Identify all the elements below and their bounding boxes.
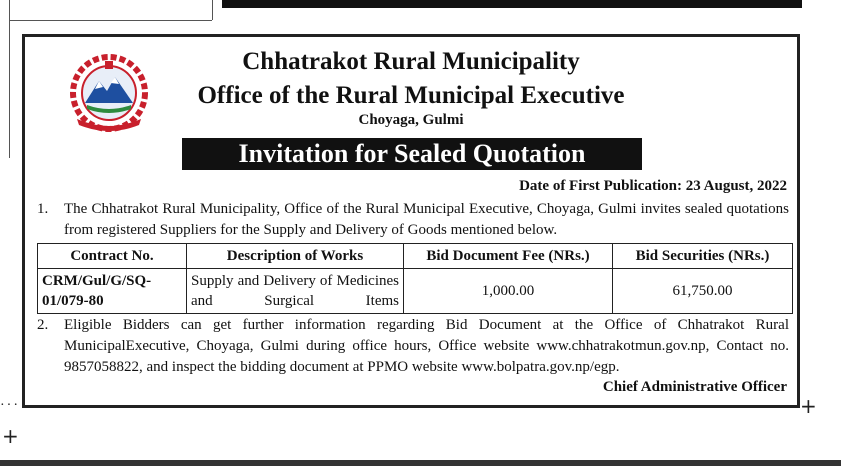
office-name: Chhatrakot Rural Municipality (242, 48, 580, 75)
column-divider (212, 0, 213, 20)
office-subtitle: Office of the Rural Municipal Executive (197, 82, 625, 109)
table-row (38, 269, 793, 314)
office-location: Choyaga, Gulmi (358, 112, 464, 128)
paragraph-number: 2. (37, 317, 49, 333)
header-description: Description of Works (187, 244, 404, 269)
paragraph-text: The Chhatrakot Rural Municipality, Office of the Rural Municipal Executive, Choyaga, Gulmi invites sealed quotations from registered Suppliers for the Supply and Delivery of Goods mentioned below. (64, 201, 789, 238)
table-header-row (38, 244, 793, 269)
quotation-notice (22, 34, 800, 408)
column-divider (9, 0, 10, 158)
header-bid-fee: Bid Document Fee (NRs.) (404, 244, 613, 269)
bid-security-value: 61,750.00 (613, 269, 793, 314)
crop-mark-icon: + (2, 424, 19, 448)
paragraph-number: 1. (37, 201, 49, 217)
bid-fee-value: 1,000.00 (404, 269, 613, 314)
bid-table (37, 243, 793, 314)
header-contract-no: Contract No. (38, 244, 187, 269)
crop-mark-icon: + (800, 394, 817, 418)
signatory-title: Chief Administrative Officer (602, 379, 787, 395)
work-description: Supply and Delivery of Medicines and Surgical Items (187, 269, 404, 314)
paragraph-text: Eligible Bidders can get further information regarding Bid Document at the Office of Chhatrakot Rural MunicipalExecutive, Choyaga, Gulmi during office hours, Office website www.chhatrakotmun.gov.np, Contact no. 9857058822, and inspect the bidding document at PPMO website www.bolpatra.gov.np/egp. (64, 317, 789, 375)
dotted-divider: ··· (0, 398, 20, 413)
notice-title: Invitation for Sealed Quotation (182, 138, 642, 170)
adjacent-notice-strip (222, 0, 802, 8)
column-divider (10, 20, 212, 21)
paragraph-2 (37, 315, 789, 378)
page-bottom-rule (0, 460, 841, 466)
publication-date: Date of First Publication: 23 August, 2022 (519, 178, 787, 194)
paragraph-1 (37, 199, 789, 241)
header-bid-security: Bid Securities (NRs.) (613, 244, 793, 269)
contract-number: CRM/Gul/G/SQ-01/079-80 (38, 269, 187, 314)
